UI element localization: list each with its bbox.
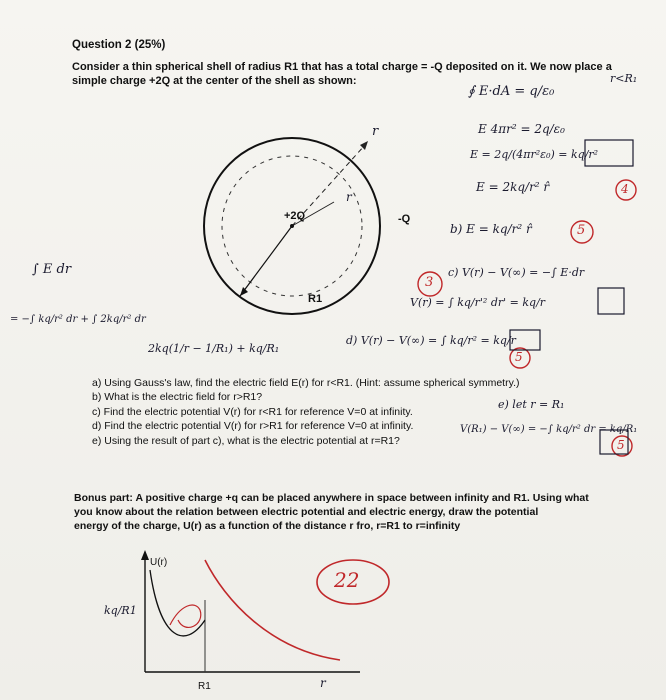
- score-c: 3: [425, 275, 434, 290]
- hw-d: d) V(r) − V(∞) = ∫ kq/r² = kq/r: [346, 334, 516, 347]
- part-e: e) Using the result of part c), what is the electric potential at r=R1?: [92, 435, 400, 447]
- hw-r-lt: r<R₁: [610, 72, 638, 85]
- part-d: d) Find the electric potential V(r) for r>R1 for reference V=0 at infinity.: [92, 420, 414, 432]
- radius-label: R1: [308, 293, 323, 305]
- intro-line-2: simple charge +2Q at the center of the shell as shown:: [72, 75, 357, 87]
- graph-y-tick: kq/R1: [104, 604, 137, 617]
- center-charge-label: +2Q: [284, 210, 306, 222]
- hw-c: c) V(r) − V(∞) = −∫ E·dr: [448, 266, 585, 279]
- hw-gauss: ∮ E·dA = q/ε₀: [468, 84, 555, 99]
- hw-ve: V(R₁) − V(∞) = −∫ kq/r² dr = kq/R₁: [460, 424, 638, 435]
- hw-e4pi: E 4πr² = 2q/ε₀: [478, 122, 565, 136]
- hw-left-3: 2kq(1/r − 1/R₁) + kq/R₁: [148, 342, 280, 355]
- curve-black: [150, 570, 205, 636]
- part-c: c) Find the electric potential V(r) for r<R1 for reference V=0 at infinity.: [92, 406, 413, 418]
- score-b: 5: [577, 223, 586, 238]
- part-b: b) What is the electric field for r>R1?: [92, 391, 263, 403]
- r-label-inner: r: [346, 190, 352, 204]
- hw-e-eq: E = 2q/(4πr²ε₀) = kq/r²: [470, 148, 599, 161]
- bonus-line-2: you know about the relation between electric potential and electric energy, draw the potential: [74, 506, 539, 518]
- hw-left-2: = −∫ kq/r² dr + ∫ 2kq/r² dr: [10, 314, 146, 325]
- score-a: 4: [621, 182, 629, 196]
- hw-vr: V(r) = ∫ kq/r'² dr' = kq/r: [410, 296, 546, 309]
- bonus-line-1: Bonus part: A positive charge +q can be placed anywhere in space between infinity and R1. Using what: [74, 492, 589, 504]
- question-title: Question 2 (25%): [72, 39, 166, 51]
- graph-x-tick: R1: [198, 681, 211, 692]
- shell-charge-label: -Q: [398, 213, 411, 225]
- graph-x-label: r: [320, 676, 326, 690]
- hw-b: b) E = kq/r² r̂: [450, 222, 532, 236]
- score-total: 22: [334, 568, 360, 592]
- score-e: 5: [617, 438, 625, 452]
- hw-e: e) let r = R₁: [498, 398, 565, 411]
- score-d: 5: [515, 350, 523, 364]
- curve-red: [205, 560, 340, 660]
- part-a: a) Using Gauss's law, find the electric field E(r) for r<R1. (Hint: assume spherical symmetry.): [92, 377, 520, 389]
- bonus-line-3: energy of the charge, U(r) as a function of the distance r fro, r=R1 to r=infinity: [74, 520, 461, 532]
- r-label-outer: r: [372, 124, 379, 139]
- hw-left-1: ∫ E dr: [32, 262, 72, 277]
- graph-y-label: U(r): [150, 557, 168, 568]
- hw-e-vec: E = 2kq/r² r̂: [476, 180, 550, 194]
- intro-line-1: Consider a thin spherical shell of radius R1 that has a total charge = -Q deposited on it. We now place a: [72, 61, 612, 73]
- radius-arrow: [240, 226, 292, 296]
